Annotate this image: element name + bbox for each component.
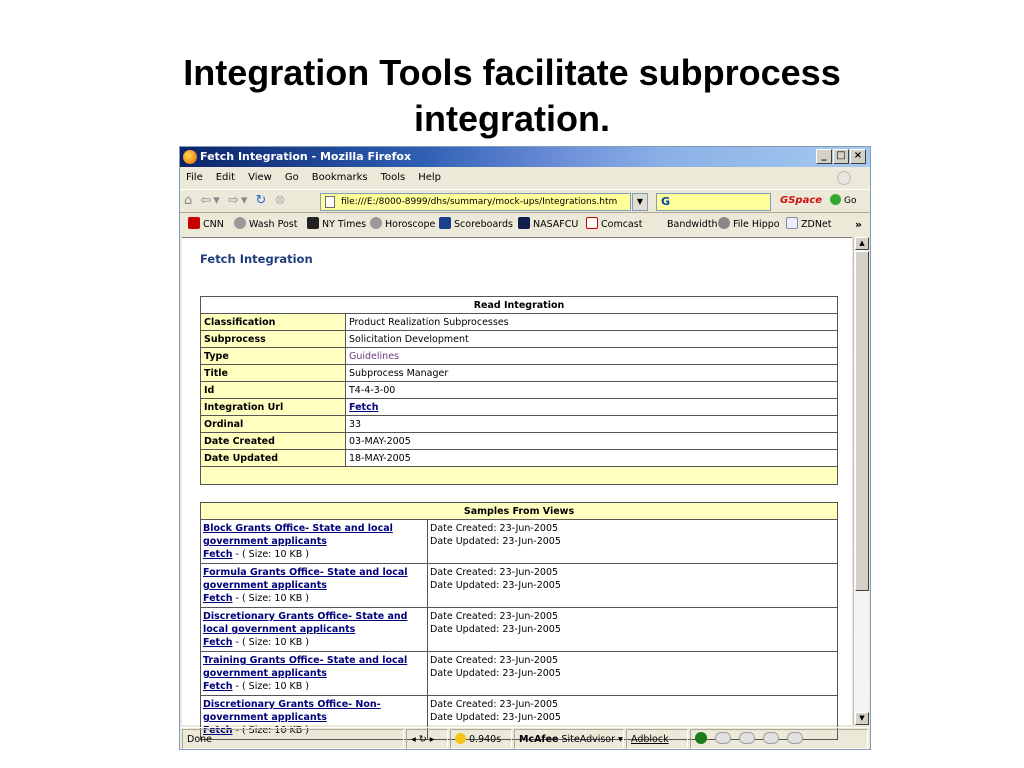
- menu-view[interactable]: View: [248, 172, 272, 183]
- sample-title-link[interactable]: Block Grants Office- State and local government applicants: [203, 523, 393, 547]
- bookmark-cnn[interactable]: CNN: [188, 214, 224, 236]
- row-label: Ordinal: [201, 416, 346, 433]
- bookmark-horoscope[interactable]: Horoscope: [370, 214, 435, 236]
- row-value: Guidelines: [346, 348, 838, 365]
- zdnet-icon: [786, 217, 798, 229]
- menu-bar: [180, 168, 870, 188]
- menu-go[interactable]: Go: [284, 172, 299, 183]
- table-row: [201, 416, 838, 433]
- bookmark-bandwidth[interactable]: Bandwidth: [667, 219, 718, 230]
- row-value: Subprocess Manager: [346, 365, 838, 382]
- mcafee-label: McAfee: [519, 734, 559, 745]
- search-input[interactable]: [656, 193, 771, 211]
- file-hippo-icon: [718, 217, 730, 229]
- row-label: Type: [201, 348, 346, 365]
- sample-date-updated: Date Updated: 23-Jun-2005: [430, 536, 561, 547]
- table-row: [201, 365, 838, 382]
- scrollbar-thumb[interactable]: [855, 251, 869, 591]
- samples-header: Samples From Views: [201, 503, 838, 520]
- sample-date-created: Date Created: 23-Jun-2005: [430, 611, 559, 622]
- firefox-logo-icon: [183, 150, 197, 164]
- row-label: Subprocess: [201, 331, 346, 348]
- cnn-icon: [188, 217, 200, 229]
- bookmark-file-hippo[interactable]: File Hippo: [718, 214, 780, 236]
- row-label: Classification: [201, 314, 346, 331]
- table-footer-cell: [201, 467, 838, 485]
- gspace-button[interactable]: GSpace: [780, 195, 823, 206]
- navigation-toolbar: [180, 189, 870, 213]
- table-row: [201, 382, 838, 399]
- menu-tools[interactable]: Tools: [380, 172, 406, 183]
- adblock-button[interactable]: Adblock: [626, 729, 688, 749]
- slide-title-line-1: Integration Tools facilitate subprocess: [183, 52, 841, 93]
- go-icon: [830, 194, 841, 205]
- firebug-icon: [455, 733, 466, 744]
- sample-title-link[interactable]: Discretionary Grants Office- Non-government applicants: [203, 699, 381, 723]
- sample-date-updated: Date Updated: 23-Jun-2005: [430, 712, 561, 723]
- weather-cloud-icon: [763, 732, 779, 744]
- home-icon[interactable]: ⌂: [184, 193, 195, 208]
- scroll-up-arrow-icon[interactable]: ▲: [855, 237, 869, 250]
- row-value: T4-4-3-00: [346, 382, 838, 399]
- table-row: [201, 314, 838, 331]
- sample-dates: [428, 652, 838, 696]
- comcast-icon: [586, 217, 598, 229]
- samples-from-views-table: [200, 502, 838, 740]
- window-title: Fetch Integration - Mozilla Firefox: [200, 150, 412, 163]
- siteadvisor-label: SiteAdvisor: [561, 734, 616, 745]
- throbber-icon: [837, 171, 851, 185]
- go-label: Go: [844, 196, 857, 206]
- sample-date-updated: Date Updated: 23-Jun-2005: [430, 624, 561, 635]
- weather-cloud-icon: [715, 732, 731, 744]
- table-row: [201, 520, 838, 564]
- nav-buttons: [184, 193, 287, 208]
- go-button[interactable]: [830, 194, 856, 206]
- horoscope-icon: [370, 217, 382, 229]
- page-content: [182, 237, 852, 736]
- maximize-button[interactable]: □: [833, 149, 849, 164]
- sample-cell: [201, 652, 428, 696]
- weather-cloud-icon: [739, 732, 755, 744]
- back-icon[interactable]: ⇦▾: [200, 193, 222, 208]
- wash-post-icon: [234, 217, 246, 229]
- sample-fetch-link[interactable]: Fetch: [203, 681, 233, 692]
- sample-cell: [201, 608, 428, 652]
- sample-size: - ( Size: 10 KB ): [232, 681, 309, 692]
- row-label: Date Updated: [201, 450, 346, 467]
- reload-icon[interactable]: ↻: [255, 193, 269, 208]
- ny-times-icon: [307, 217, 319, 229]
- row-value: 03-MAY-2005: [346, 433, 838, 450]
- scoreboards-icon: [439, 217, 451, 229]
- window-controls: [816, 149, 866, 165]
- bookmarks-overflow-chevron-icon[interactable]: »: [854, 218, 862, 231]
- sample-cell: [201, 520, 428, 564]
- sample-date-updated: Date Updated: 23-Jun-2005: [430, 580, 561, 591]
- row-label: Title: [201, 365, 346, 382]
- row-value: Solicitation Development: [346, 331, 838, 348]
- menu-file[interactable]: File: [186, 172, 203, 183]
- address-bar[interactable]: [320, 193, 631, 211]
- bookmark-scoreboards[interactable]: Scoreboards: [439, 214, 513, 236]
- status-text: Done: [182, 729, 404, 749]
- table-row: [201, 399, 838, 416]
- sample-size: - ( Size: 10 KB ): [232, 637, 309, 648]
- bookmark-ny-times[interactable]: NY Times: [307, 214, 366, 236]
- row-value: 18-MAY-2005: [346, 450, 838, 467]
- status-icons: [690, 729, 868, 749]
- forward-icon[interactable]: ⇨▾: [227, 193, 250, 208]
- sample-fetch-link[interactable]: Fetch: [203, 725, 233, 736]
- bookmarks-toolbar: [180, 214, 870, 236]
- sample-title-link[interactable]: Training Grants Office- State and local government applicants: [203, 655, 408, 679]
- row-value: Product Realization Subprocesses: [346, 314, 838, 331]
- window-titlebar[interactable]: [180, 147, 870, 167]
- table-footer-row: [201, 467, 838, 485]
- table-header-row: [201, 503, 838, 520]
- scroll-down-arrow-icon[interactable]: ▼: [855, 712, 869, 725]
- stop-icon[interactable]: ⊗: [274, 193, 288, 208]
- sample-dates: [428, 564, 838, 608]
- table-row: [201, 433, 838, 450]
- slide-title: [0, 50, 1024, 142]
- read-integration-table: [200, 296, 838, 485]
- sample-date-created: Date Created: 23-Jun-2005: [430, 699, 559, 710]
- sample-fetch-link[interactable]: Fetch: [203, 637, 233, 648]
- address-dropdown-icon[interactable]: ▼: [632, 193, 648, 211]
- sample-date-created: Date Created: 23-Jun-2005: [430, 567, 559, 578]
- sample-size: - ( Size: 10 KB ): [232, 549, 309, 560]
- sample-size: - ( Size: 10 KB ): [232, 593, 309, 604]
- integration-url-link[interactable]: Fetch: [346, 399, 838, 416]
- vertical-scrollbar[interactable]: [853, 237, 869, 725]
- sample-fetch-link[interactable]: Fetch: [203, 549, 233, 560]
- status-bar: [180, 727, 870, 749]
- table-row: [201, 652, 838, 696]
- table-row: [201, 348, 838, 365]
- sample-title-link[interactable]: Formula Grants Office- State and local government applicants: [203, 567, 408, 591]
- row-label: Integration Url: [201, 399, 346, 416]
- sample-title-link[interactable]: Discretionary Grants Office- State and local government applicants: [203, 611, 408, 635]
- page-icon: [325, 196, 335, 208]
- table-row: [201, 450, 838, 467]
- sample-dates: [428, 520, 838, 564]
- minimize-button[interactable]: _: [816, 149, 832, 164]
- row-label: Date Created: [201, 433, 346, 450]
- status-green-icon: [695, 732, 707, 744]
- status-nav-arrows-icon[interactable]: ◂ ↻ ▸: [406, 729, 448, 749]
- menu-bookmarks[interactable]: Bookmarks: [311, 172, 368, 183]
- address-url: file:///E:/8000-8999/dhs/summary/mock-ups/Integrations.htm: [341, 197, 618, 207]
- siteadvisor-button[interactable]: McAfee SiteAdvisor ▾: [514, 729, 624, 749]
- sample-cell: [201, 564, 428, 608]
- table-header-row: [201, 297, 838, 314]
- bookmark-comcast[interactable]: Comcast: [586, 214, 642, 236]
- bookmark-wash-post[interactable]: Wash Post: [234, 214, 297, 236]
- menu-edit[interactable]: Edit: [215, 172, 236, 183]
- menu-help[interactable]: Help: [418, 172, 442, 183]
- sample-dates: [428, 608, 838, 652]
- table-row: [201, 608, 838, 652]
- close-button[interactable]: ×: [850, 149, 866, 164]
- bookmark-zdnet[interactable]: ZDNet: [786, 214, 832, 236]
- sample-date-created: Date Created: 23-Jun-2005: [430, 655, 559, 666]
- weather-cloud-icon: [787, 732, 803, 744]
- page-heading: Fetch Integration: [200, 252, 313, 266]
- load-time: 0.940s: [450, 729, 512, 749]
- sample-date-updated: Date Updated: 23-Jun-2005: [430, 668, 561, 679]
- sample-fetch-link[interactable]: Fetch: [203, 593, 233, 604]
- read-integration-header: Read Integration: [201, 297, 838, 314]
- table-row: [201, 331, 838, 348]
- browser-window: [179, 146, 871, 750]
- sample-date-created: Date Created: 23-Jun-2005: [430, 523, 559, 534]
- row-label: Id: [201, 382, 346, 399]
- sample-size: - ( Size: 10 KB ): [232, 725, 309, 736]
- search-engine-icon[interactable]: G: [661, 195, 671, 208]
- nasafcu-icon: [518, 217, 530, 229]
- table-row: [201, 564, 838, 608]
- bookmark-nasafcu[interactable]: NASAFCU: [518, 214, 578, 236]
- row-value: 33: [346, 416, 838, 433]
- slide-title-line-2: integration.: [414, 98, 610, 139]
